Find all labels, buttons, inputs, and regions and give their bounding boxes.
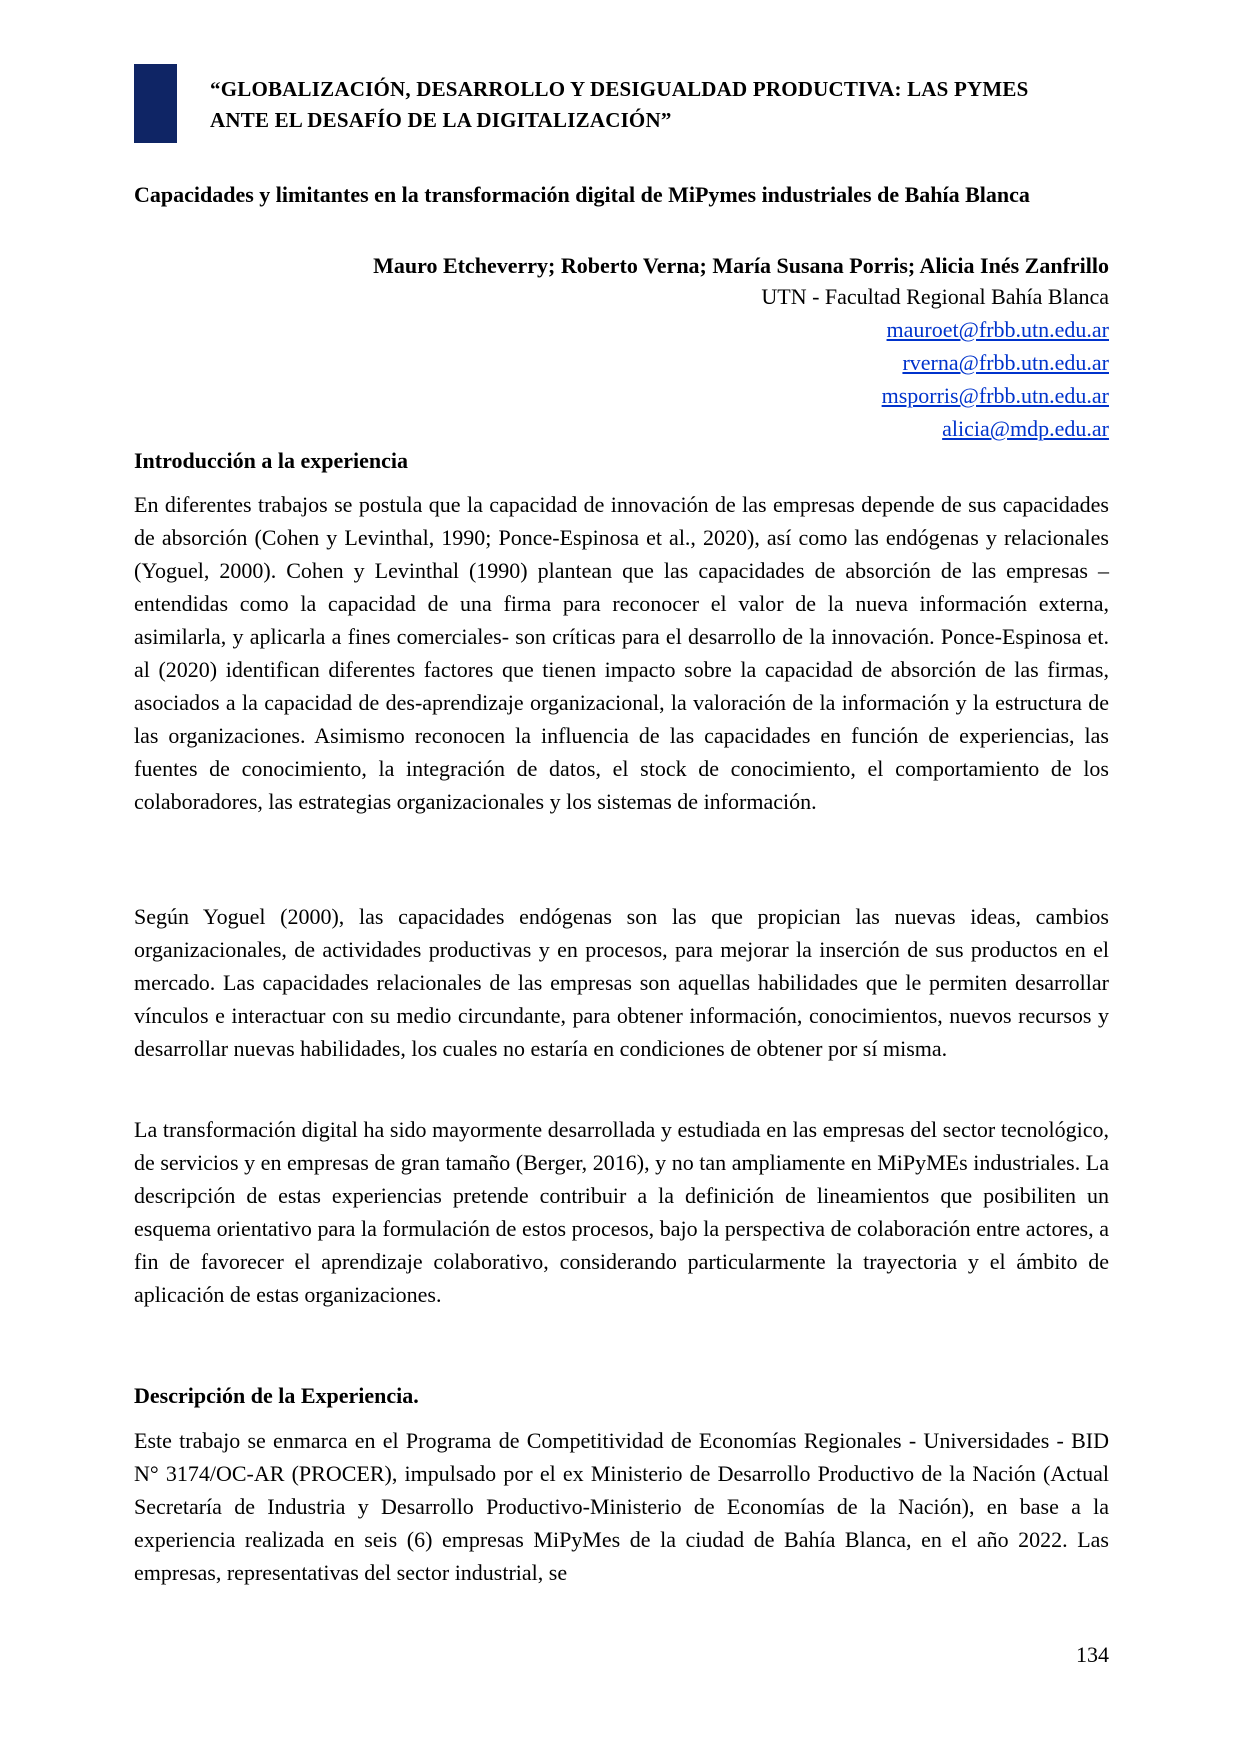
section-heading-description: Descripción de la Experiencia.: [134, 1383, 419, 1408]
header-accent-bar: [134, 64, 177, 143]
paragraph: Este trabajo se enmarca en el Programa de Competitividad de Economías Regionales - Universidades - BID N° 3174/OC-AR (PROCER), impulsado por el ex Ministerio de Desarrollo Productivo de la Nación (Actual Secretaría de Industria y Desarrollo Productivo-Ministerio de Economías de la Nación), en base a la experiencia realizada en seis (6) empresas MiPyMes de la ciudad de Bahía Blanca, en el año 2022. Las empresas, representativas del sector industrial, se: [134, 1428, 1109, 1585]
email-link[interactable]: alicia@mdp.edu.ar: [942, 416, 1109, 441]
running-header: [210, 74, 1130, 136]
paper-title: Capacidades y limitantes en la transformación digital de MiPymes industriales de Bahía Blanca: [134, 182, 1030, 207]
email-link[interactable]: msporris@frbb.utn.edu.ar: [881, 383, 1109, 408]
paragraph: En diferentes trabajos se postula que la capacidad de innovación de las empresas depende de sus capacidades de absorción (Cohen y Levinthal, 1990; Ponce-Espinosa et al., 2020), así como las endógenas y relacionales (Yoguel, 2000). Cohen y Levinthal (1990) plantean que las capacidades de absorción de las empresas –entendidas como la capacidad de una firma para reconocer el valor de la nueva información externa, asimilarla, y aplicarla a fines comerciales- son críticas para el desarrollo de la innovación. Ponce-Espinosa et. al (2020) identifican diferentes factores que tienen impacto sobre la capacidad de absorción de las firmas, asociados a la capacidad de des-aprendizaje organizacional, la valoración de la información y la estructura de las organizaciones. Asimismo reconocen la influencia de las capacidades en función de experiencias, las fuentes de conocimiento, la integración de datos, el stock de conocimiento, el comportamiento de los colaboradores, las estrategias organizacionales y los sistemas de información.: [134, 492, 1109, 814]
paragraph: Según Yoguel (2000), las capacidades endógenas son las que propician las nuevas ideas, cambios organizacionales, de actividades productivas y en procesos, para mejorar la inserción de sus productos en el mercado. Las capacidades relacionales de las empresas son aquellas habilidades que le permiten desarrollar vínculos e interactuar con su medio circundante, para obtener información, conocimientos, nuevos recursos y desarrollar nuevas habilidades, los cuales no estaría en condiciones de obtener por sí misma.: [134, 904, 1109, 1061]
email-list: [134, 313, 1109, 445]
author-list: Mauro Etcheverry; Roberto Verna; María Susana Porris; Alicia Inés Zanfrillo: [373, 253, 1109, 278]
affiliation: UTN - Facultad Regional Bahía Blanca: [761, 284, 1109, 309]
email-link[interactable]: mauroet@frbb.utn.edu.ar: [886, 317, 1109, 342]
page-number: 134: [1076, 1642, 1109, 1667]
running-header-line-2: ANTE EL DESAFÍO DE LA DIGITALIZACIÓN”: [210, 108, 672, 132]
section-heading-introduction: Introducción a la experiencia: [134, 448, 408, 473]
email-link[interactable]: rverna@frbb.utn.edu.ar: [902, 350, 1109, 375]
paragraph: La transformación digital ha sido mayormente desarrollada y estudiada en las empresas del sector tecnológico, de servicios y en empresas de gran tamaño (Berger, 2016), y no tan ampliamente en MiPyMEs industriales. La descripción de estas experiencias pretende contribuir a la definición de lineamientos que posibiliten un esquema orientativo para la formulación de estos procesos, bajo la perspectiva de colaboración entre actores, a fin de favorecer el aprendizaje colaborativo, considerando particularmente la trayectoria y el ámbito de aplicación de estas organizaciones.: [134, 1117, 1109, 1307]
running-header-line-1: “GLOBALIZACIÓN, DESARROLLO Y DESIGUALDAD PRODUCTIVA: LAS PYMES: [210, 77, 1029, 101]
